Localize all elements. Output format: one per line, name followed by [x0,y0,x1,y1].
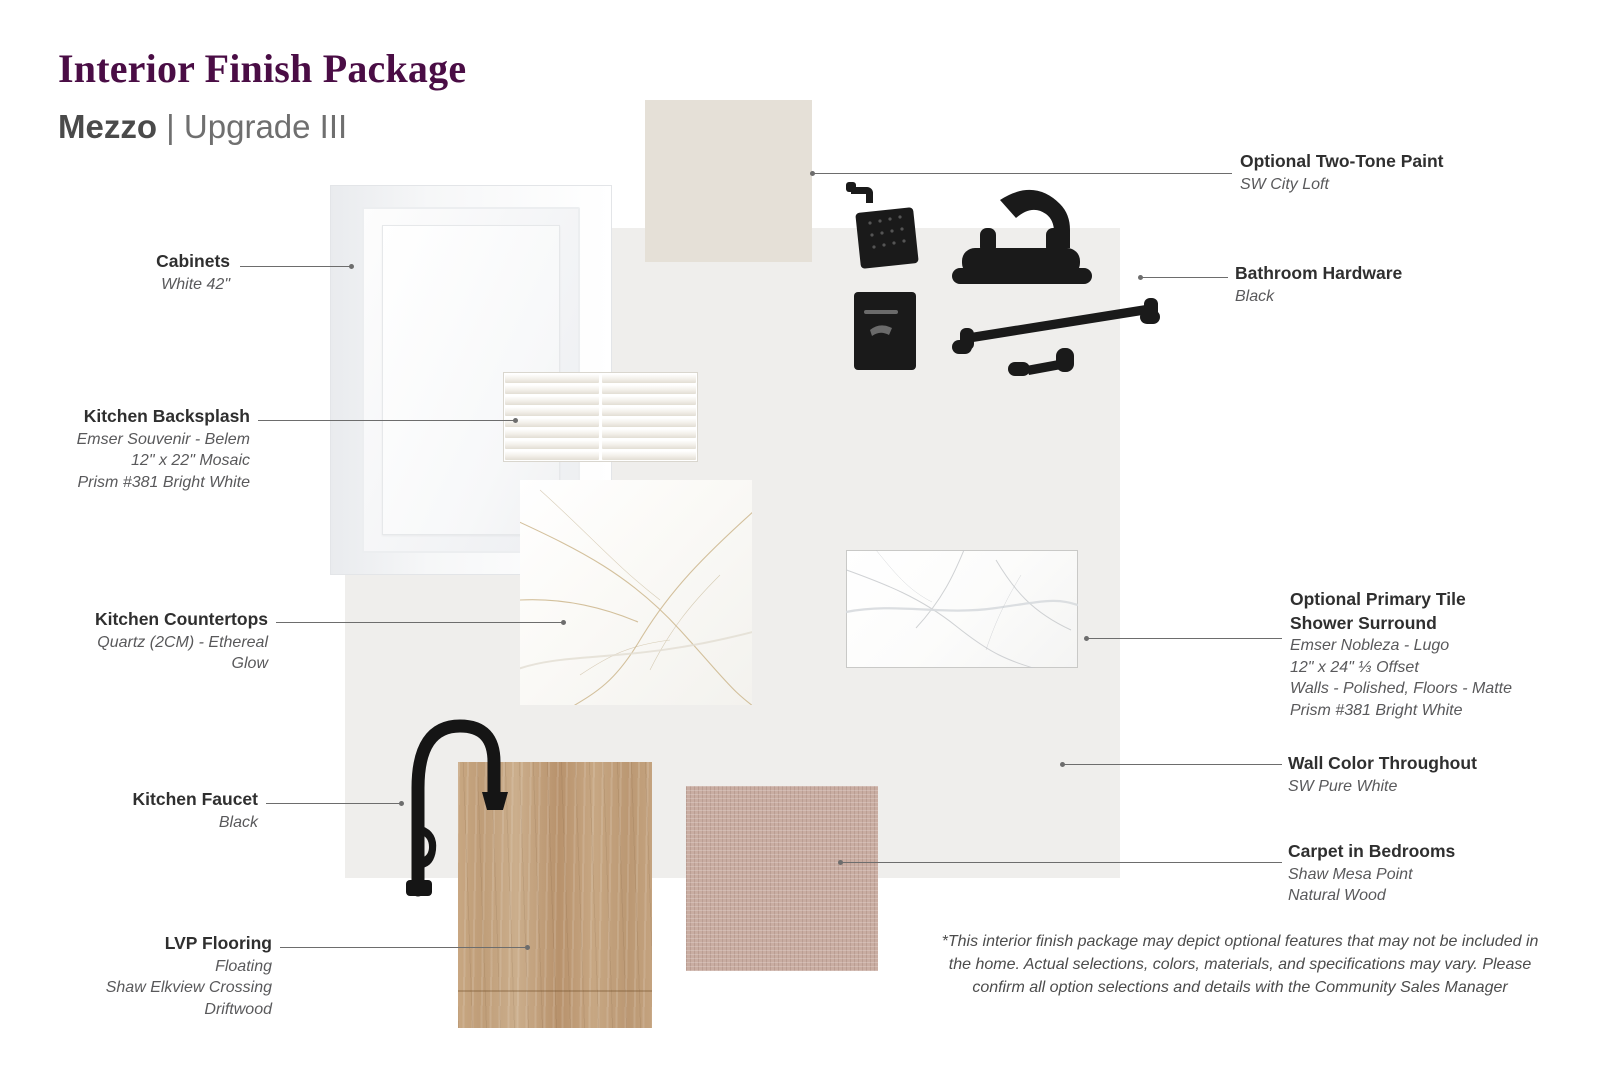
backsplash-tile-swatch [503,372,698,462]
leader-two-tone-paint [812,173,1232,174]
label-bathroom-hardware: Bathroom Hardware Black [1235,263,1403,305]
plan-name: Mezzo [58,108,157,145]
label-wall-color: Wall Color Throughout SW Pure White [1288,753,1477,795]
leader-primary-tile [1086,638,1282,639]
label-kitchen-backsplash: Kitchen Backsplash Emser Souvenir - Belem 12" x 22" Mosaic Prism #381 Bright White [76,406,250,491]
shower-tile-swatch [846,550,1078,668]
disclaimer-text: *This interior finish package may depict optional features that may not be included in the home. Actual selections, colors, materials, and specifications may vary. Please confirm all option selections and details with the Community Sales Manager [941,933,1539,997]
leader-wall-color [1062,764,1282,765]
quartz-countertop-swatch [520,480,752,705]
carpet-swatch [686,786,878,971]
label-primary-tile: Optional Primary Tile Shower Surround Emser Nobleza - Lugo 12" x 24" ⅓ Offset Walls - Polished, Floors - Matte Prism #381 Bright White [1290,589,1512,720]
label-carpet: Carpet in Bedrooms Shaw Mesa Point Natural Wood [1288,841,1456,905]
leader-kitchen-countertops [276,622,564,623]
leader-kitchen-faucet [266,803,402,804]
leader-carpet [840,862,1282,863]
plan-upgrade: Upgrade III [183,108,348,145]
label-lvp-flooring: LVP Flooring Floating Shaw Elkview Crossing Driftwood [105,933,272,1018]
page-title: Interior Finish Package [58,46,467,91]
leader-cabinets [240,266,352,267]
label-kitchen-countertops: Kitchen Countertops Quartz (2CM) - Ethereal Glow [94,609,268,673]
leader-bathroom-hardware [1140,277,1228,278]
plan-subtitle [58,108,347,146]
two-tone-paint-swatch [645,100,812,262]
label-kitchen-faucet: Kitchen Faucet Black [132,789,258,831]
plan-separator: | [157,108,184,145]
kitchen-faucet-figure [398,708,518,898]
bathroom-hardware-group [840,170,1190,400]
label-two-tone-paint: Optional Two-Tone Paint SW City Loft [1240,151,1444,193]
label-cabinets: Cabinets White 42" [156,251,230,293]
leader-lvp-flooring [280,947,528,948]
leader-kitchen-backsplash [258,420,516,421]
